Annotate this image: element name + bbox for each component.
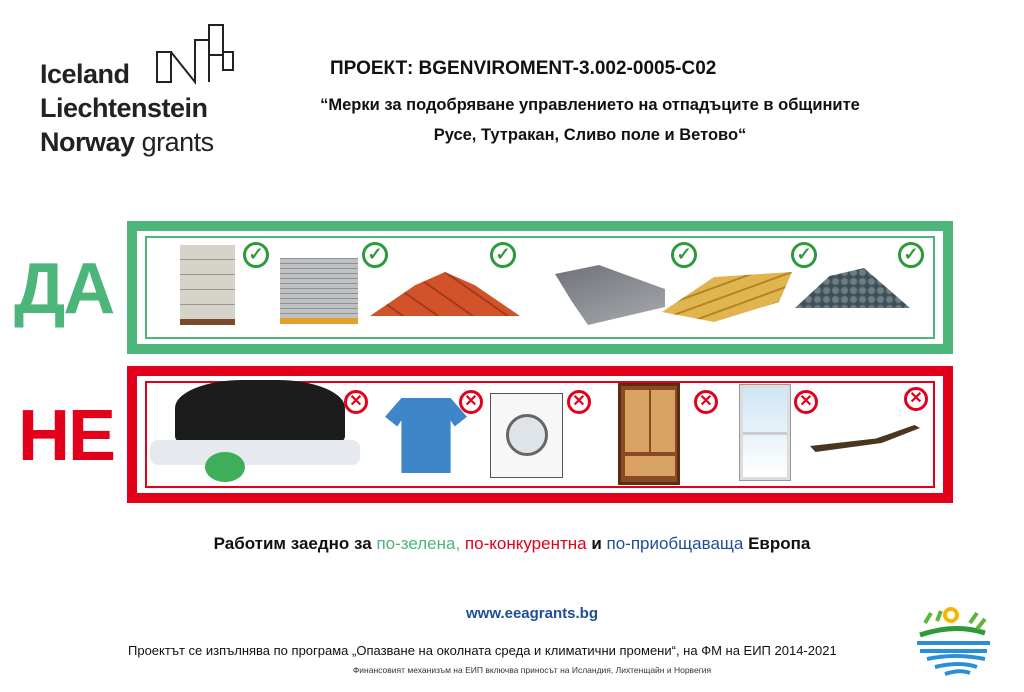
concrete-blocks-icon <box>180 245 235 325</box>
environment-program-logo-icon <box>915 603 995 678</box>
slogan-green: по-зелена, <box>376 534 461 553</box>
eea-grants-logo <box>40 22 214 159</box>
slogan-mid: и <box>586 534 607 553</box>
cross-icon: ✕ <box>344 390 368 414</box>
logo-norway: Norway <box>40 127 135 157</box>
slogan-end: Европа <box>743 534 811 553</box>
cross-icon: ✕ <box>567 390 591 414</box>
check-icon: ✓ <box>898 242 924 268</box>
logo-liechtenstein: Liechtenstein <box>40 93 208 123</box>
slogan <box>0 534 1024 554</box>
yes-label: ДА <box>14 249 114 329</box>
tiles-pallet-icon <box>280 258 358 324</box>
check-icon: ✓ <box>490 242 516 268</box>
slogan-blue: по-приобщаваща <box>606 534 744 553</box>
garbage-bags-icon <box>150 380 370 490</box>
cross-icon: ✕ <box>794 390 818 414</box>
no-label: НЕ <box>18 396 115 476</box>
program-text: Проектът се изпълнява по програма „Опазване на околната среда и климатични промени“, на ФМ на ЕИП 2014-2021 <box>128 643 837 658</box>
project-title: ПРОЕКТ: BGENVIROMENT-3.002-0005-C02 <box>330 58 717 79</box>
logo-mark-icon <box>155 22 235 87</box>
check-icon: ✓ <box>362 242 388 268</box>
slogan-part1: Работим заедно за <box>213 534 377 553</box>
cross-icon: ✕ <box>459 390 483 414</box>
funding-text: Финансовият механизъм на ЕИП включва приносът на Исландия, Лихтенщайн и Норвегия <box>352 665 712 675</box>
window-icon <box>740 385 790 480</box>
project-subtitle <box>230 90 950 150</box>
cross-icon: ✕ <box>694 390 718 414</box>
check-icon: ✓ <box>671 242 697 268</box>
washing-machine-icon <box>490 393 563 478</box>
wardrobe-icon <box>618 383 680 485</box>
check-icon: ✓ <box>791 242 817 268</box>
subtitle-line-2: Русе, Тутракан, Сливо поле и Ветово“ <box>433 126 747 144</box>
subtitle-line-1: “Мерки за подобряване управлението на отпадъците в общините <box>320 96 860 114</box>
logo-grants: grants <box>141 127 214 157</box>
logo-iceland: Iceland <box>40 59 130 89</box>
website-link[interactable]: www.eeagrants.bg <box>466 605 598 622</box>
cross-icon: ✕ <box>904 387 928 411</box>
check-icon: ✓ <box>243 242 269 268</box>
slogan-red: по-конкурентна <box>460 534 587 553</box>
